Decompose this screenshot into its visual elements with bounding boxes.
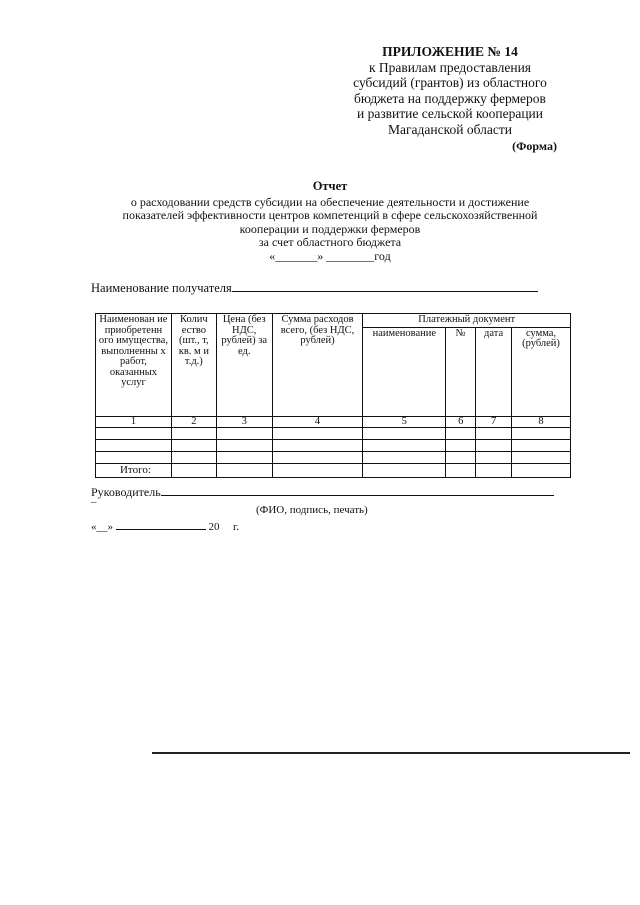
table-cell[interactable] xyxy=(476,428,512,440)
report-title-block xyxy=(90,180,570,263)
table-cell[interactable] xyxy=(96,440,172,452)
fio-caption: (ФИО, подпись, печать) xyxy=(256,504,368,516)
header-doc-date: дата xyxy=(476,327,512,416)
column-number: 8 xyxy=(512,416,571,428)
column-number-row xyxy=(96,416,571,428)
table-cell[interactable] xyxy=(476,452,512,464)
table-cell[interactable] xyxy=(171,428,216,440)
table-cell[interactable] xyxy=(446,464,476,478)
table-cell[interactable] xyxy=(363,452,446,464)
dash-mark: – xyxy=(91,496,97,508)
date-day: «__» xyxy=(91,521,113,533)
report-period-line: «_______» ________год xyxy=(269,248,391,263)
head-signature-blank[interactable] xyxy=(161,483,554,496)
table-cell[interactable] xyxy=(363,464,446,478)
table-cell[interactable] xyxy=(272,440,363,452)
report-title: Отчет xyxy=(312,179,348,193)
date-suffix: г. xyxy=(233,521,240,533)
table-cell[interactable] xyxy=(476,440,512,452)
appendix-line: и развитие сельской кооперации xyxy=(356,106,544,121)
appendix-line: бюджета на поддержку фермеров xyxy=(354,90,546,106)
table-row xyxy=(96,440,571,452)
report-subtitle-line: показателей эффективности центров компетенций в сфере сельскохозяйственной xyxy=(122,208,538,222)
table-cell[interactable] xyxy=(446,428,476,440)
table-cell[interactable] xyxy=(216,440,272,452)
table-cell[interactable] xyxy=(216,428,272,440)
recipient-field xyxy=(91,279,538,296)
date-year: 20 xyxy=(208,521,220,533)
table-cell[interactable] xyxy=(216,452,272,464)
header-item-name: Наименован ие приобретенн ого имущества, выполненны х работ, оказанных услуг xyxy=(96,314,172,417)
table-cell[interactable] xyxy=(171,440,216,452)
column-number: 3 xyxy=(216,416,272,428)
column-number: 4 xyxy=(272,416,363,428)
head-label: Руководитель xyxy=(91,485,161,499)
form-label: (Форма) xyxy=(512,139,557,153)
report-subtitle-line: кооперации и поддержки фермеров xyxy=(239,221,421,236)
table-cell[interactable] xyxy=(363,440,446,452)
appendix-number: ПРИЛОЖЕНИЕ № 14 xyxy=(382,44,518,59)
header-doc-number: № xyxy=(446,327,476,416)
date-month-blank[interactable] xyxy=(116,517,206,530)
table-cell[interactable] xyxy=(272,452,363,464)
appendix-line: субсидий (грантов) из областного xyxy=(353,75,547,90)
column-number: 5 xyxy=(363,416,446,428)
table-cell[interactable] xyxy=(512,452,571,464)
table-cell[interactable] xyxy=(216,464,272,478)
table-cell[interactable] xyxy=(96,452,172,464)
table-cell[interactable] xyxy=(446,452,476,464)
header-sum: Сумма расходов всего, (без НДС, рублей) xyxy=(272,314,363,417)
report-subtitle-line: за счет областного бюджета xyxy=(258,235,402,249)
signature-date-field xyxy=(91,517,239,533)
header-payment-document: Платежный документ xyxy=(363,314,571,328)
total-row xyxy=(96,464,571,478)
table-row xyxy=(96,428,571,440)
table-cell[interactable] xyxy=(476,464,512,478)
header-doc-sum: сумма, (рублей) xyxy=(512,327,571,416)
table-cell[interactable] xyxy=(363,428,446,440)
table-cell[interactable] xyxy=(272,464,363,478)
appendix-line: Магаданской области xyxy=(388,121,512,137)
column-number: 1 xyxy=(96,416,172,428)
head-signature-field xyxy=(91,483,554,500)
table-cell[interactable] xyxy=(446,440,476,452)
column-number: 2 xyxy=(171,416,216,428)
table-header-row xyxy=(96,314,571,328)
table-cell[interactable] xyxy=(512,440,571,452)
recipient-label: Наименование получателя xyxy=(91,281,232,295)
header-quantity: Колич ество (шт., т, кв. м и т.д.) xyxy=(171,314,216,417)
table-cell[interactable] xyxy=(171,452,216,464)
appendix-header xyxy=(300,44,600,137)
table-cell[interactable] xyxy=(512,464,571,478)
report-subtitle-line: о расходовании средств субсидии на обеспечение деятельности и достижение xyxy=(130,194,530,209)
header-doc-name: наименование xyxy=(363,327,446,416)
header-price: Цена (без НДС, рублей) за ед. xyxy=(216,314,272,417)
table-row xyxy=(96,452,571,464)
table-cell[interactable] xyxy=(512,428,571,440)
appendix-line: к Правилам предоставления xyxy=(368,59,532,75)
bottom-divider xyxy=(152,752,630,754)
total-label: Итого: xyxy=(96,464,172,478)
table-cell[interactable] xyxy=(272,428,363,440)
expense-table xyxy=(95,313,571,478)
column-number: 6 xyxy=(446,416,476,428)
recipient-blank-line[interactable] xyxy=(232,279,538,292)
column-number: 7 xyxy=(476,416,512,428)
table-cell[interactable] xyxy=(96,428,172,440)
table-cell[interactable] xyxy=(171,464,216,478)
